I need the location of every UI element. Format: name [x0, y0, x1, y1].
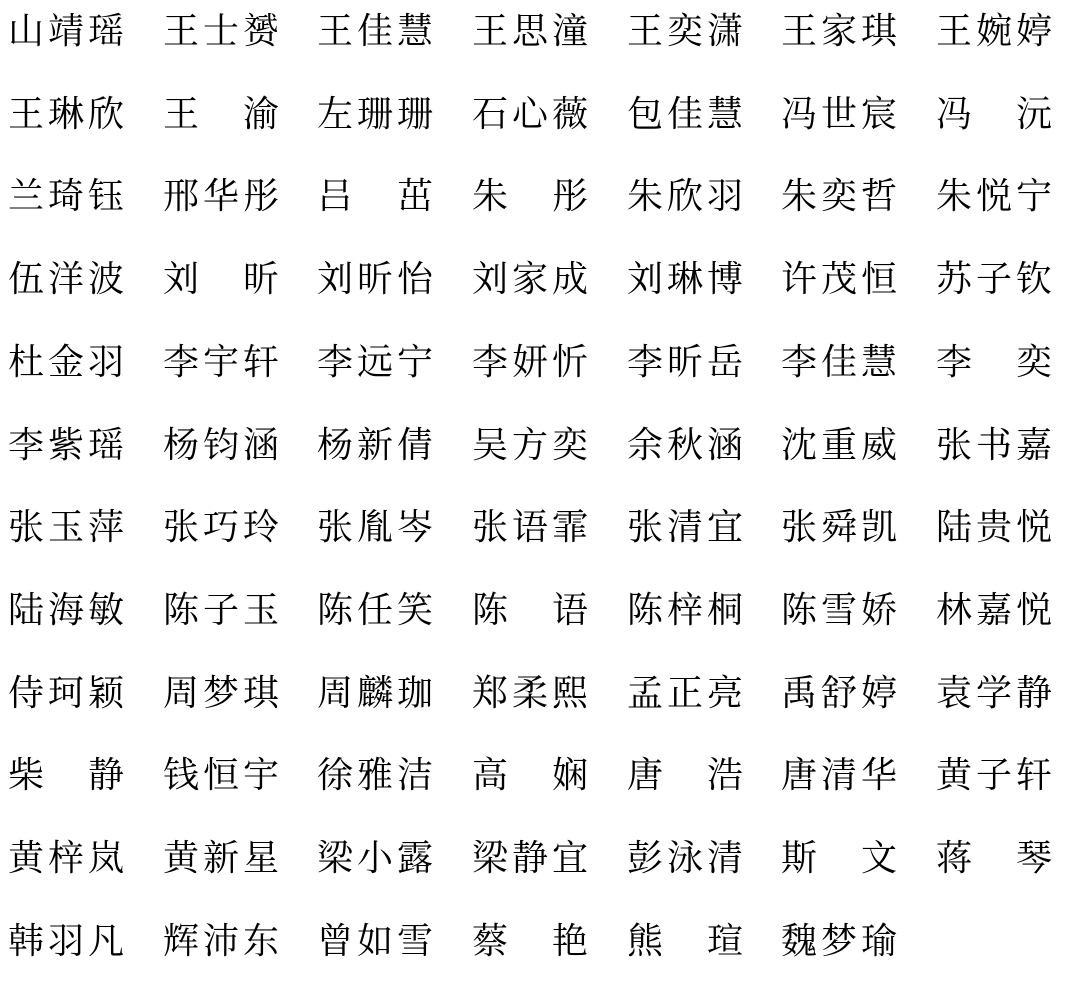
name-cell: 周 梦 琪: [163, 672, 280, 714]
name-cell: 张 巧 玲: [163, 507, 280, 549]
name-cell: 王 士 赟: [163, 11, 280, 52]
name-cell: 朱 悦 宁: [936, 176, 1053, 218]
name-cell: 张 清 宜: [627, 507, 744, 549]
name-cell: 梁 静 宜: [472, 838, 589, 879]
name-cell: 禹 舒 婷: [781, 672, 898, 714]
name-cell: 许 茂 恒: [781, 259, 898, 301]
name-cell: 伍 洋 波: [8, 259, 125, 301]
name-cell: 兰 琦 钰: [8, 176, 125, 218]
name-cell: 黄 梓 岚: [8, 838, 125, 879]
name-cell: 徐 雅 洁: [317, 755, 434, 797]
name-cell: 王 婉 婷: [936, 11, 1053, 52]
name-cell: 冯 世 宸: [781, 93, 898, 135]
name-cell: 陈 任 笑: [317, 589, 434, 631]
name-cell: 李 远 宁: [317, 341, 434, 383]
name-cell: 蔡 艳: [472, 920, 589, 962]
name-cell: 杨 钧 涵: [163, 424, 280, 466]
name-cell: 余 秋 涵: [627, 424, 744, 466]
name-cell: 钱 恒 宇: [163, 755, 280, 797]
name-cell: 高 娴: [472, 755, 589, 797]
name-cell: 王 渝: [163, 93, 280, 135]
name-cell: 侍 珂 颖: [8, 672, 125, 714]
name-cell: 张 舜 凯: [781, 507, 898, 549]
name-cell: 张 语 霏: [472, 507, 589, 549]
name-cell: 刘 昕: [163, 259, 280, 301]
name-cell: 刘 家 成: [472, 259, 589, 301]
name-cell: 苏 子 钦: [936, 259, 1053, 301]
name-cell: 王 家 琪: [781, 11, 898, 52]
name-cell: 张 书 嘉: [936, 424, 1053, 466]
name-cell: 唐 清 华: [781, 755, 898, 797]
name-cell: 左 珊 珊: [317, 93, 434, 135]
name-cell: 梁 小 露: [317, 838, 434, 879]
name-cell: 张 玉 萍: [8, 507, 125, 549]
name-cell: 黄 新 星: [163, 838, 280, 879]
name-cell: 朱 欣 羽: [627, 176, 744, 218]
name-cell: 魏 梦 瑜: [781, 920, 898, 962]
name-cell: 陆 海 敏: [8, 589, 125, 631]
name-cell: 熊 瑄: [627, 920, 744, 962]
name-cell: 王 琳 欣: [8, 93, 125, 135]
name-cell: 林 嘉 悦: [936, 589, 1053, 631]
name-cell: 王 奕 潇: [627, 11, 744, 52]
name-cell: 吕 茁: [317, 176, 434, 218]
name-cell: 沈 重 威: [781, 424, 898, 466]
name-cell: 柴 静: [8, 755, 125, 797]
name-cell: 辉 沛 东: [163, 920, 280, 962]
name-cell: 李 昕 岳: [627, 341, 744, 383]
name-cell: 郑 柔 熙: [472, 672, 589, 714]
name-cell: 包 佳 慧: [627, 93, 744, 135]
name-cell: 李 宇 轩: [163, 341, 280, 383]
name-cell: 袁 学 静: [936, 672, 1053, 714]
name-cell: 孟 正 亮: [627, 672, 744, 714]
name-cell: 刘 琳 博: [627, 259, 744, 301]
name-cell: 李 奕: [936, 341, 1053, 383]
name-cell: 唐 浩: [627, 755, 744, 797]
name-cell: 王 佳 慧: [317, 11, 434, 52]
name-cell: 杜 金 羽: [8, 341, 125, 383]
name-cell: 周 麟 珈: [317, 672, 434, 714]
name-cell: 陈 梓 桐: [627, 589, 744, 631]
name-cell: 斯 文: [781, 838, 898, 879]
name-cell: 刘 昕 怡: [317, 259, 434, 301]
name-cell: 山 靖 瑶: [8, 11, 125, 52]
name-cell: 曾 如 雪: [317, 920, 434, 962]
name-cell: 石 心 薇: [472, 93, 589, 135]
name-cell: 黄 子 轩: [936, 755, 1053, 797]
name-cell: 张 胤 岑: [317, 507, 434, 549]
name-cell: 杨 新 倩: [317, 424, 434, 466]
name-cell: 王 思 潼: [472, 11, 589, 52]
name-cell: 蒋 琴: [936, 838, 1053, 879]
name-cell: 韩 羽 凡: [8, 920, 125, 962]
name-cell: 朱 彤: [472, 176, 589, 218]
name-cell: 冯 沅: [936, 93, 1053, 135]
name-cell: 朱 奕 哲: [781, 176, 898, 218]
name-cell: 陆 贵 悦: [936, 507, 1053, 549]
name-cell: 邢 华 彤: [163, 176, 280, 218]
name-cell: 陈 雪 娇: [781, 589, 898, 631]
name-cell: 陈 语: [472, 589, 589, 631]
name-cell: 吴 方 奕: [472, 424, 589, 466]
name-cell: 李 紫 瑶: [8, 424, 125, 466]
name-cell: 李 佳 慧: [781, 341, 898, 383]
name-cell: 陈 子 玉: [163, 589, 280, 631]
name-cell: 彭 泳 清: [627, 838, 744, 879]
name-cell: 李 妍 忻: [472, 341, 589, 383]
